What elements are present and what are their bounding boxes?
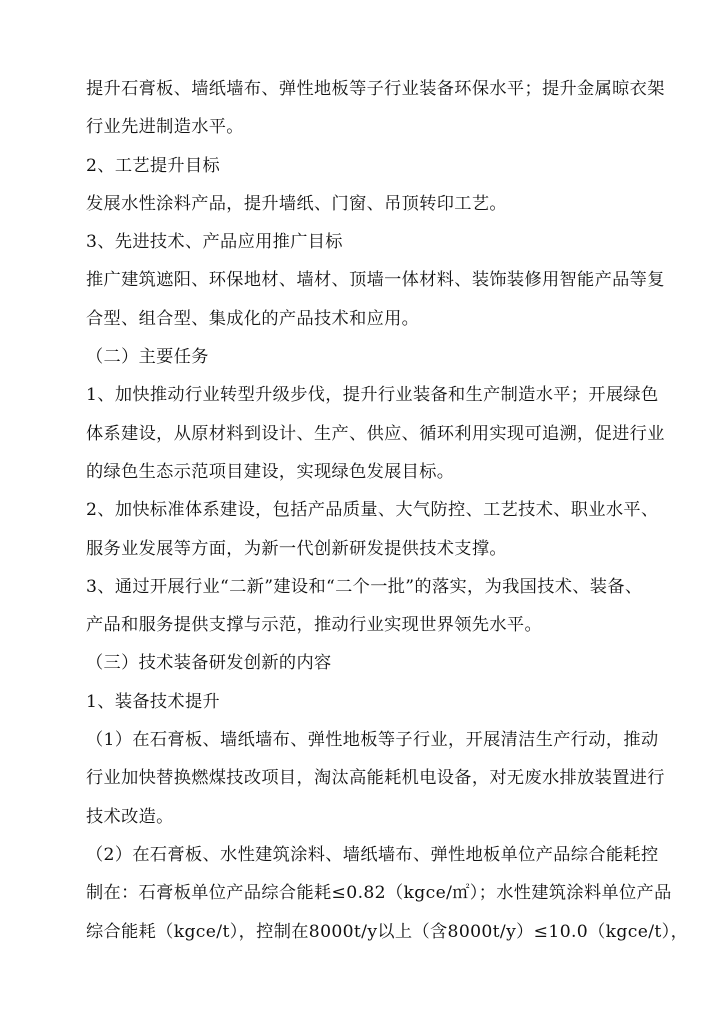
section-heading: 3、先进技术、产品应用推广目标 [86,232,343,253]
text-line: 综合能耗（kgce/t），控制在8000t/y以上（含8000t/y）≤10.0（kgce/t）， [86,921,689,942]
text-line: 行业先进制造水平。 [86,117,244,138]
text-line: （2）在石膏板、水性建筑涂料、墙纸墙布、弹性地板单位产品综合能耗控 [86,844,659,865]
section-heading: （二）主要任务 [86,347,209,368]
document-body [86,70,689,951]
text-line: 技术改造。 [86,806,174,827]
text-line: 产品和服务提供支撑与示范，推动行业实现世界领先水平。 [86,615,542,636]
text-line: 合型、组合型、集成化的产品技术和应用。 [86,308,420,329]
text-line: 2、加快标准体系建设，包括产品质量、大气防控、工艺技术、职业水平、 [86,500,659,521]
text-line: （1）在石膏板、墙纸墙布、弹性地板等子行业，开展清洁生产行动，推动 [86,730,659,751]
text-line: 的绿色生态示范项目建设，实现绿色发展目标。 [86,461,455,482]
text-line: 行业加快替换燃煤技改项目，淘汰高能耗机电设备，对无废水排放装置进行 [86,768,665,789]
section-heading: 2、工艺提升目标 [86,155,221,176]
text-line: 服务业发展等方面，为新一代创新研发提供技术支撑。 [86,538,507,559]
text-line: 制在：石膏板单位产品综合能耗≤0.82（kgce/㎡）；水性建筑涂料单位产品 [86,883,672,904]
section-heading: 1、装备技术提升 [86,691,221,712]
text-line: 推广建筑遮阳、环保地材、墙材、顶墙一体材料、装饰装修用智能产品等复 [86,270,665,291]
text-line: 体系建设，从原材料到设计、生产、供应、循环利用实现可追溯，促进行业 [86,423,665,444]
text-line: 发展水性涂料产品，提升墙纸、门窗、吊顶转印工艺。 [86,193,507,214]
text-line: 3、通过开展行业“二新”建设和“二个一批”的落实，为我国技术、装备、 [86,576,643,597]
text-line: 提升石膏板、墙纸墙布、弹性地板等子行业装备环保水平；提升金属晾衣架 [86,79,665,99]
section-heading: （三）技术装备研发创新的内容 [86,653,332,674]
text-line: 1、加快推动行业转型升级步伐，提升行业装备和生产制造水平；开展绿色 [86,385,659,406]
